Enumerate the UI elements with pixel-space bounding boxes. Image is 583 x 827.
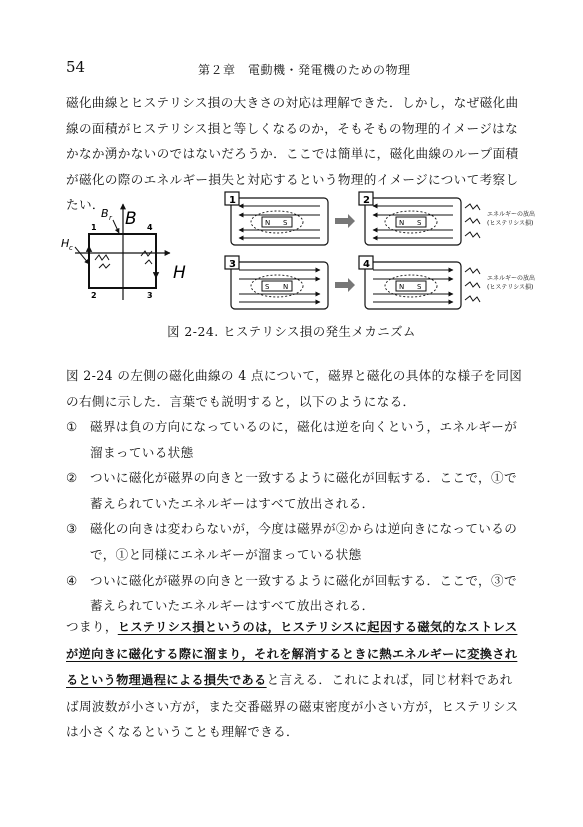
svg-text:N: N xyxy=(283,283,289,291)
svg-text:S: S xyxy=(417,219,422,227)
svg-text:S: S xyxy=(417,283,422,291)
list-item xyxy=(66,465,524,516)
magnetization-curve xyxy=(61,204,186,300)
transition-arrow-bottom xyxy=(335,278,355,292)
list-item xyxy=(66,516,524,567)
svg-text:S: S xyxy=(265,283,270,291)
intro-paragraph: 磁化曲線とヒステリシス損の大きさの対応は理解できた．しかし，なぜ磁化曲線の面積がヒステリシス損と等しくなるのか，そもそもの物理的イメージはなかなか湧かないのではないだろうか．ここでは簡単に，磁化曲線のループ面積が磁化の際のエネルギー損失と対応するという物理的イメージについて考察したい． xyxy=(66,95,519,213)
list-item-text: ついに磁化が磁界の向きと一致するように磁化が回転する．ここで，①で蓄えられていたエネルギーはすべて放出される． xyxy=(90,470,517,511)
state-list xyxy=(66,414,524,619)
svg-text:S: S xyxy=(283,219,288,227)
coercivity-label: H xyxy=(61,237,70,250)
list-item-number: ② xyxy=(66,470,78,486)
list-item-number: ① xyxy=(66,419,78,434)
conclusion-emphasis: ヒステリシス損というのは，ヒステリシスに起因する磁気的なストレスが逆向きに磁化する際に溜まり，それを解消するときに熱エネルギーに変換されるという物理過程による損失である xyxy=(66,620,518,688)
page-number: 54 xyxy=(66,58,86,76)
svg-text:4: 4 xyxy=(363,259,370,270)
svg-text:1: 1 xyxy=(229,195,236,206)
figure-caption: 図 2-24. ヒステリシス損の発生メカニズム xyxy=(167,324,416,339)
release-sublabel-bottom: (ヒステリシス損) xyxy=(487,284,534,291)
svg-text:3: 3 xyxy=(229,259,236,270)
list-item xyxy=(66,568,524,619)
transition-arrow-top xyxy=(335,214,355,228)
hysteresis-figure xyxy=(55,190,535,312)
state-panel-4 xyxy=(359,256,535,309)
conclusion-lead: つまり， xyxy=(66,619,118,634)
list-item xyxy=(66,414,524,465)
state-panel-1 xyxy=(225,192,328,245)
svg-text:N: N xyxy=(399,219,405,227)
curve-point-3: 3 xyxy=(147,291,153,300)
remanence-subscript: r xyxy=(109,214,112,222)
svg-text:2: 2 xyxy=(363,195,370,206)
state-panel-3 xyxy=(225,256,328,309)
svg-text:N: N xyxy=(399,283,405,291)
curve-point-4: 4 xyxy=(147,223,153,232)
conclusion-paragraph xyxy=(66,614,524,745)
b-axis-label: B xyxy=(125,209,137,229)
curve-point-2: 2 xyxy=(91,291,97,300)
curve-point-1: 1 xyxy=(91,223,97,232)
release-label-top: エネルギーの放出 xyxy=(487,211,535,218)
list-item-text: 磁化の向きは変わらないが，今度は磁界が②からは逆向きになっているので，①と同様にエネルギーが溜まっている状態 xyxy=(90,521,518,562)
h-axis-label: H xyxy=(173,263,186,283)
release-label-bottom: エネルギーの放出 xyxy=(487,275,535,282)
remanence-label: B xyxy=(101,207,109,220)
list-item-text: 磁界は負の方向になっているのに，磁化は逆を向くという，エネルギーが溜まっている状態 xyxy=(90,419,518,460)
running-header: 第２章 電動機・発電機のための物理 xyxy=(198,63,411,77)
explanation-paragraph: 図 2-24 の左側の磁化曲線の 4 点について，磁界と磁化の具体的な様子を同図の右側に示した．言葉でも説明すると，以下のようになる． xyxy=(66,368,523,409)
conclusion-tail: と言える．これによれば，同じ材料であれば周波数が小さい方が，また交番磁界の磁束密度が小さい方が，ヒステリシスは小さくなるということも理解できる． xyxy=(66,672,519,740)
list-item-text: ついに磁化が磁界の向きと一致するように磁化が回転する．ここで，③で蓄えられていたエネルギーはすべて放出される． xyxy=(90,572,517,614)
coercivity-subscript: c xyxy=(69,244,73,252)
state-panel-2 xyxy=(359,192,535,245)
svg-text:N: N xyxy=(265,219,271,227)
release-sublabel-top: (ヒステリシス損) xyxy=(487,220,534,227)
list-item-number: ③ xyxy=(66,521,78,537)
list-item-number: ④ xyxy=(66,572,78,588)
